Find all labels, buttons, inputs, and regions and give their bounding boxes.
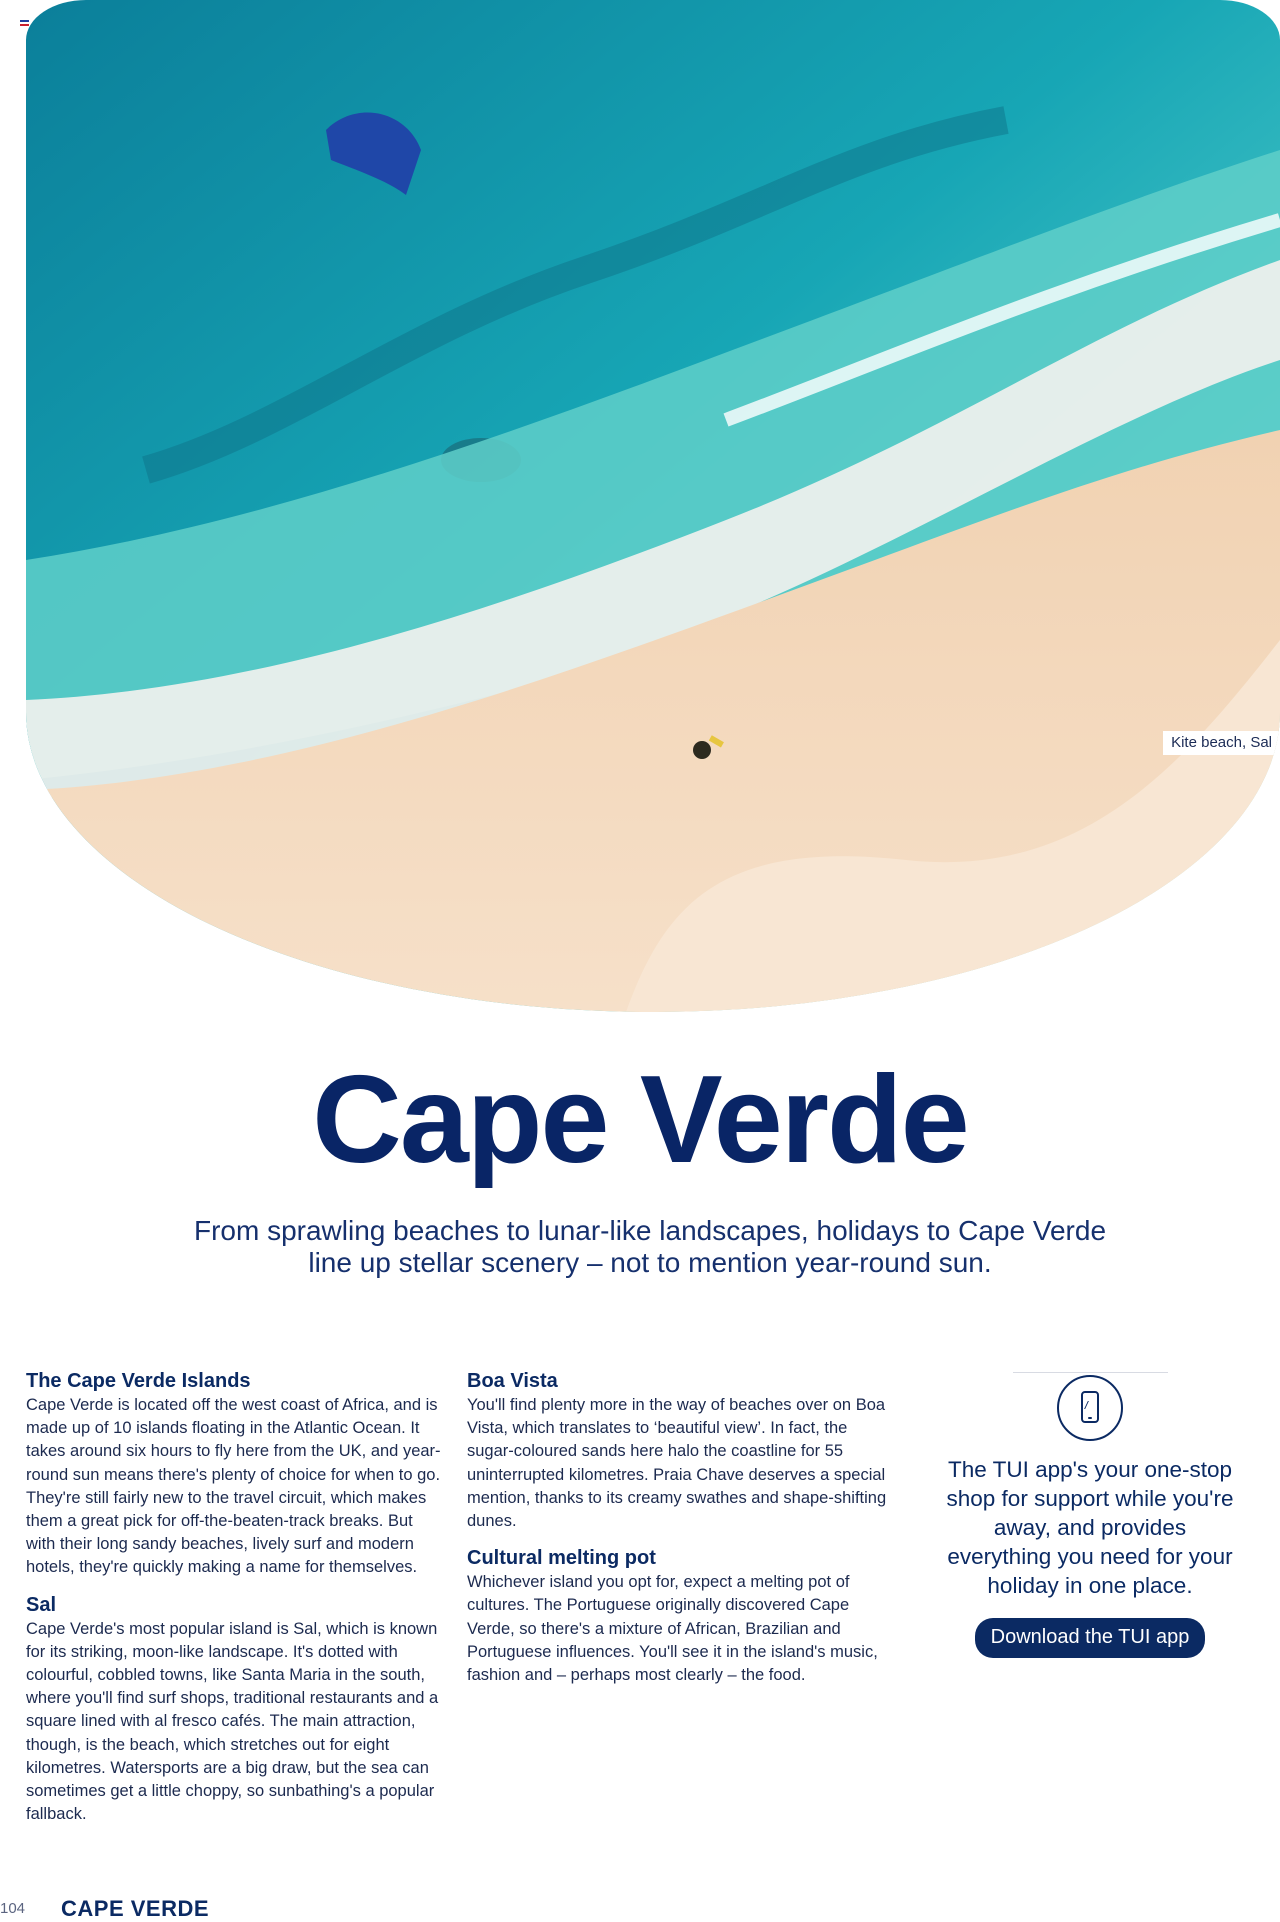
section-body-islands: Cape Verde is located off the west coast of Africa, and is made up of 10 islands floating in the Atlantic Ocean. It takes around six hours to fly here from the UK, and year-round sun means there's plenty of choice for when to go. They're still fairly new to the travel circuit, which makes them a great pick for off-the-beaten-track breaks. But with their long sandy beaches, lively surf and modern hotels, they're quickly making a name for themselves.	[26, 1396, 441, 1577]
download-app-button[interactable]: Download the TUI app	[975, 1618, 1206, 1658]
section-body-melting-pot: Whichever island you opt for, expect a melting pot of cultures. The Portuguese originally discovered Cape Verde, so there's a mixture of African, Brazilian and Portuguese influences. You'll see it in the island's music, fashion and – perhaps most clearly – the food.	[467, 1573, 878, 1685]
page-title: Cape Verde	[312, 1051, 968, 1189]
section-heading-sal: Sal	[26, 1593, 57, 1616]
section-body-sal: Cape Verde's most popular island is Sal, which is known for its striking, moon-like landscape. It's dotted with colourful, cobbled towns, like Santa Maria in the south, where you'll find surf shops, traditional restaurants and a square lined with al fresco cafés. The main attraction, though, is the beach, which stretches out for eight kilometres. Watersports are a big draw, but the sea can sometimes get a little choppy, so sunbathing's a popular fallback.	[26, 1619, 439, 1824]
promo-divider	[1013, 1372, 1168, 1373]
intro-text: From sprawling beaches to lunar-like landscapes, holidays to Cape Verde line up stellar scenery – not to mention year-round sun.	[193, 1215, 1107, 1278]
running-head: CAPE VERDE	[61, 1896, 210, 1921]
hero-photo	[26, 0, 1280, 1012]
aerial-kite-beach-photo	[26, 0, 1280, 1012]
column-middle	[467, 1368, 887, 1699]
page-footer	[0, 1896, 1280, 1919]
section-body-boa-vista: You'll find plenty more in the way of beaches over on Boa Vista, which translates to ‘beautiful view’. In fact, the sugar-coloured sands here halo the coastline for 55 uninterrupted kilometres. Praia Chave deserves a special mention, thanks to its creamy swathes and shape-shifting dunes.	[467, 1396, 887, 1531]
smartphone-icon	[1057, 1375, 1123, 1441]
section-heading-boa-vista: Boa Vista	[467, 1370, 558, 1392]
page-number: 104	[0, 1900, 26, 1917]
photo-caption: Kite beach, Sal	[1163, 731, 1280, 755]
promo-text: The TUI app's your one-stop shop for support while you're away, and provides everything you need for your holiday in one place.	[946, 1457, 1234, 1598]
section-heading-melting-pot: Cultural melting pot	[467, 1547, 656, 1570]
section-heading-islands: The Cape Verde Islands	[26, 1370, 251, 1392]
column-left	[26, 1368, 446, 1838]
kite-surfer-figure	[693, 741, 711, 759]
corner-flag-mark	[20, 20, 29, 26]
app-promo	[940, 1372, 1240, 1658]
